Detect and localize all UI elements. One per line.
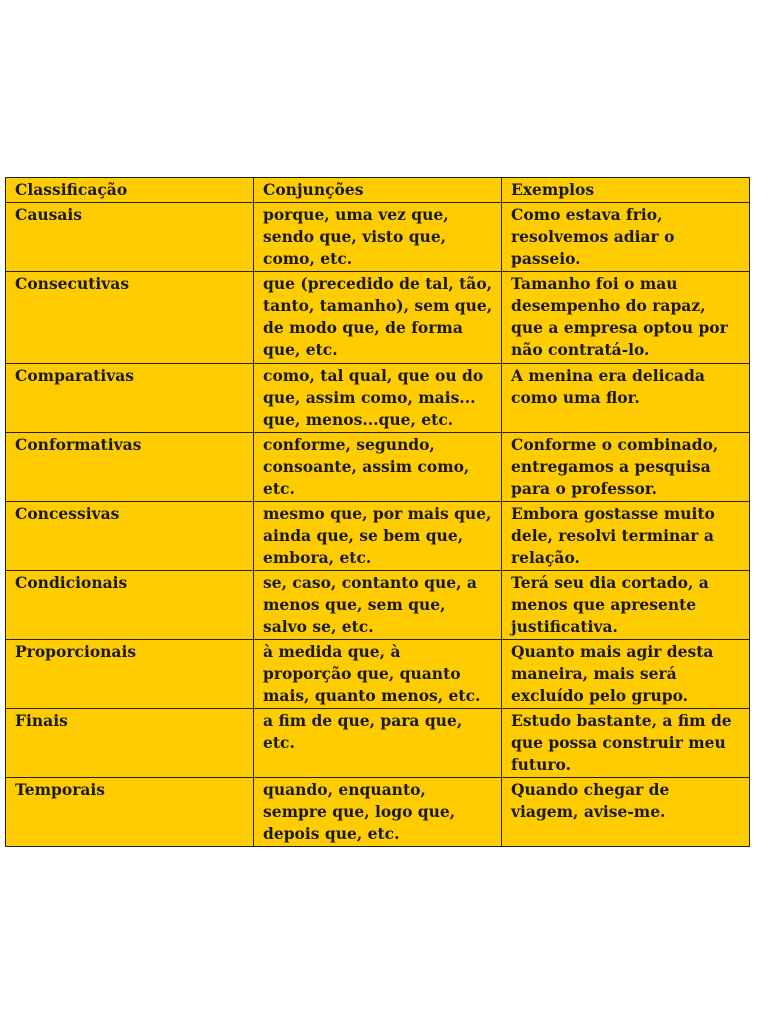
cell-conjuncoes: que (precedido de tal, tão, tanto, tamanho), sem que, de modo que, de forma que, etc. (254, 272, 502, 364)
table-row (6, 272, 750, 364)
table-row (6, 203, 750, 272)
cell-classificacao: Finais (6, 709, 254, 778)
cell-exemplos: A menina era delicada como uma flor. (502, 364, 750, 433)
header-classificacao: Classificação (6, 178, 254, 203)
table-row (6, 364, 750, 433)
header-conjuncoes: Conjunções (254, 178, 502, 203)
cell-conjuncoes: porque, uma vez que, sendo que, visto que, como, etc. (254, 203, 502, 272)
cell-exemplos: Tamanho foi o mau desempenho do rapaz, que a empresa optou por não contratá-lo. (502, 272, 750, 364)
cell-exemplos: Embora gostasse muito dele, resolvi terminar a relação. (502, 502, 750, 571)
cell-conjuncoes: se, caso, contanto que, a menos que, sem que, salvo se, etc. (254, 571, 502, 640)
cell-conjuncoes: quando, enquanto, sempre que, logo que, depois que, etc. (254, 778, 502, 847)
table-row (6, 778, 750, 847)
cell-exemplos: Terá seu dia cortado, a menos que apresente justificativa. (502, 571, 750, 640)
cell-exemplos: Quando chegar de viagem, avise-me. (502, 778, 750, 847)
cell-exemplos: Estudo bastante, a fim de que possa construir meu futuro. (502, 709, 750, 778)
cell-classificacao: Proporcionais (6, 640, 254, 709)
table-row (6, 709, 750, 778)
cell-exemplos: Quanto mais agir desta maneira, mais será excluído pelo grupo. (502, 640, 750, 709)
table-row (6, 640, 750, 709)
table-row (6, 571, 750, 640)
cell-conjuncoes: à medida que, à proporção que, quanto mais, quanto menos, etc. (254, 640, 502, 709)
conjunctions-table-container (5, 177, 749, 847)
cell-conjuncoes: a fim de que, para que, etc. (254, 709, 502, 778)
cell-classificacao: Concessivas (6, 502, 254, 571)
cell-exemplos: Conforme o combinado, entregamos a pesquisa para o professor. (502, 433, 750, 502)
conjunctions-table (5, 177, 750, 847)
cell-classificacao: Conformativas (6, 433, 254, 502)
cell-classificacao: Temporais (6, 778, 254, 847)
cell-classificacao: Condicionais (6, 571, 254, 640)
cell-conjuncoes: como, tal qual, que ou do que, assim como, mais... que, menos...que, etc. (254, 364, 502, 433)
table-row (6, 433, 750, 502)
cell-classificacao: Consecutivas (6, 272, 254, 364)
table-row (6, 502, 750, 571)
cell-classificacao: Comparativas (6, 364, 254, 433)
cell-classificacao: Causais (6, 203, 254, 272)
cell-conjuncoes: conforme, segundo, consoante, assim como, etc. (254, 433, 502, 502)
cell-exemplos: Como estava frio, resolvemos adiar o passeio. (502, 203, 750, 272)
table-header-row (6, 178, 750, 203)
header-exemplos: Exemplos (502, 178, 750, 203)
cell-conjuncoes: mesmo que, por mais que, ainda que, se bem que, embora, etc. (254, 502, 502, 571)
